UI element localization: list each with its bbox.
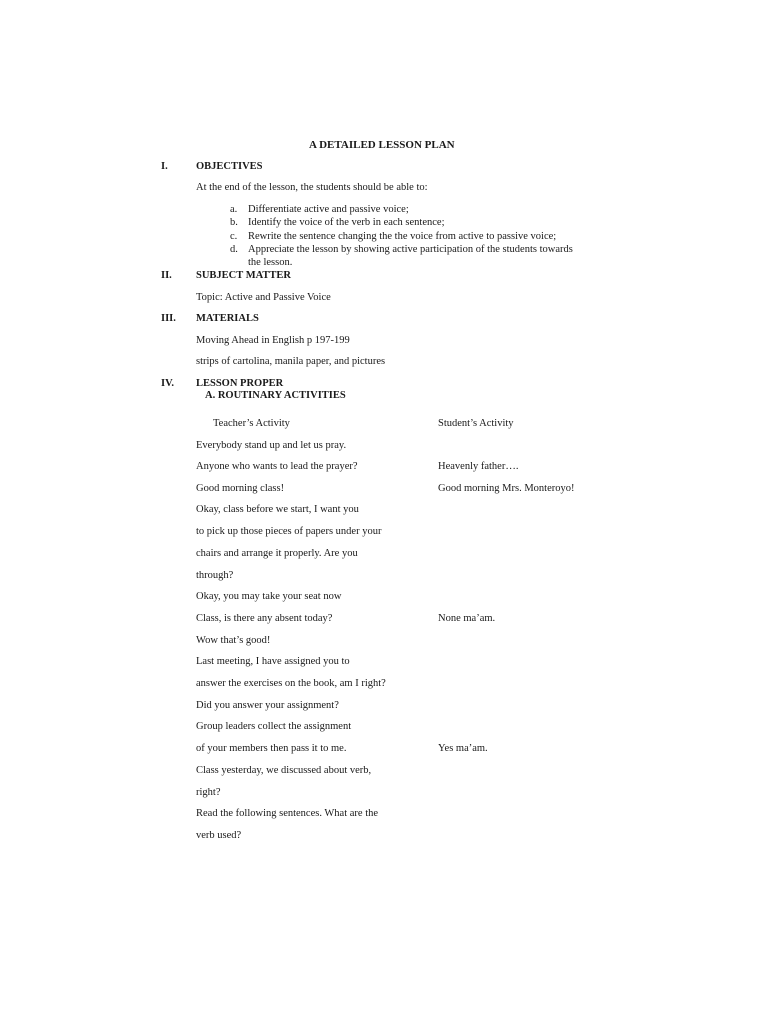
teacher-line: answer the exercises on the book, am I right?	[196, 678, 386, 689]
document-title: A DETAILED LESSON PLAN	[309, 139, 455, 151]
student-line: None ma’am.	[438, 613, 496, 624]
teacher-line: Group leaders collect the assignment	[196, 721, 352, 732]
teacher-line: Last meeting, I have assigned you to	[196, 656, 350, 667]
student-line: Heavenly father….	[438, 461, 519, 472]
teacher-activity-header: Teacher’s Activity	[213, 418, 290, 429]
objective-text: Appreciate the lesson by showing active participation of the students towards	[248, 244, 573, 255]
teacher-line: Anyone who wants to lead the prayer?	[196, 461, 358, 472]
objectives-intro: At the end of the lesson, the students should be able to:	[196, 182, 428, 193]
materials-line: strips of cartolina, manila paper, and pictures	[196, 356, 386, 367]
objective-continuation: the lesson.	[248, 257, 293, 268]
section-heading-objectives: OBJECTIVES	[196, 161, 263, 172]
teacher-line: of your members then pass it to me.	[196, 743, 347, 754]
teacher-line: through?	[196, 570, 234, 581]
objective-marker: c.	[230, 231, 238, 242]
teacher-line: chairs and arrange it properly. Are you	[196, 548, 358, 559]
objective-text: Identify the voice of the verb in each sentence;	[248, 217, 445, 228]
teacher-line: Good morning class!	[196, 483, 285, 494]
section-numeral-subject-matter: II.	[161, 270, 172, 281]
teacher-line: verb used?	[196, 830, 242, 841]
objective-marker: b.	[230, 217, 238, 228]
objective-marker: d.	[230, 244, 238, 255]
student-line: Good morning Mrs. Monteroyo!	[438, 483, 575, 494]
student-activity-header: Student’s Activity	[438, 418, 514, 429]
teacher-line: Class, is there any absent today?	[196, 613, 333, 624]
teacher-line: Okay, class before we start, I want you	[196, 504, 359, 515]
objective-text: Differentiate active and passive voice;	[248, 204, 409, 215]
section-numeral-objectives: I.	[161, 161, 168, 172]
section-heading-lesson-proper: LESSON PROPER	[196, 378, 284, 389]
teacher-line: Wow that’s good!	[196, 635, 271, 646]
teacher-line: Class yesterday, we discussed about verb,	[196, 765, 372, 776]
student-line: Yes ma’am.	[438, 743, 488, 754]
section-heading-subject-matter: SUBJECT MATTER	[196, 270, 292, 281]
section-numeral-materials: III.	[161, 313, 176, 324]
teacher-line: Read the following sentences. What are the	[196, 808, 379, 819]
teacher-line: to pick up those pieces of papers under your	[196, 526, 382, 537]
section-heading-materials: MATERIALS	[196, 313, 259, 324]
subheading-routinary-activities: A. ROUTINARY ACTIVITIES	[205, 390, 346, 401]
subject-topic: Topic: Active and Passive Voice	[196, 292, 331, 303]
teacher-line: Okay, you may take your seat now	[196, 591, 342, 602]
objective-text: Rewrite the sentence changing the the voice from active to passive voice;	[248, 231, 557, 242]
objective-marker: a.	[230, 204, 238, 215]
section-numeral-lesson-proper: IV.	[161, 378, 174, 389]
teacher-line: right?	[196, 787, 221, 798]
materials-line: Moving Ahead in English p 197-199	[196, 335, 350, 346]
teacher-line: Did you answer your assignment?	[196, 700, 339, 711]
teacher-line: Everybody stand up and let us pray.	[196, 440, 347, 451]
